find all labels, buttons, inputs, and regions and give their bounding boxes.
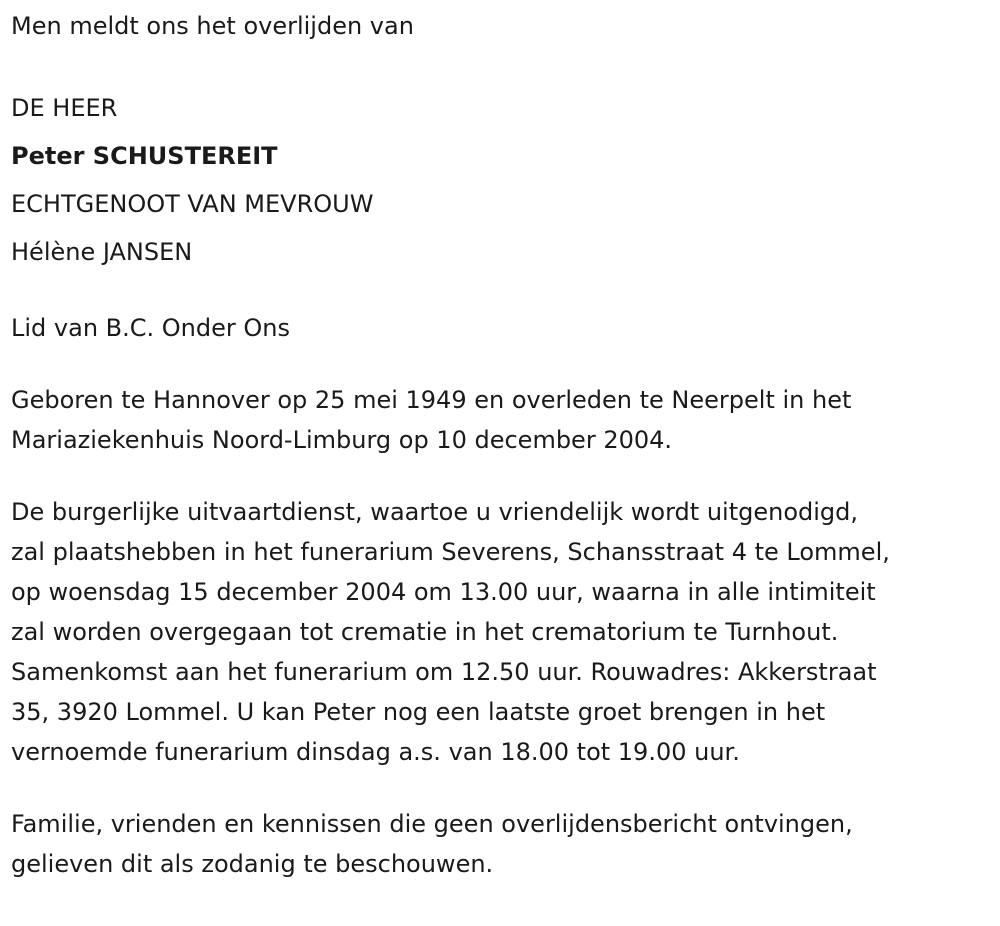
service-line: vernoemde funerarium dinsdag a.s. van 18.00 tot 19.00 uur. xyxy=(11,738,740,766)
closing-line: Familie, vrienden en kennissen die geen overlijdensbericht ontvingen, xyxy=(11,810,853,838)
service-line: Samenkomst aan het funerarium om 12.50 uur. Rouwadres: Akkerstraat xyxy=(11,658,877,686)
closing-paragraph xyxy=(11,804,991,884)
deceased-block xyxy=(11,84,991,276)
service-line: zal plaatshebben in het funerarium Severens, Schansstraat 4 te Lommel, xyxy=(11,538,890,566)
death-notice xyxy=(11,0,991,884)
intro-text: Men meldt ons het overlijden van xyxy=(11,12,414,40)
spouse-name: Hélène JANSEN xyxy=(11,238,193,266)
service-paragraph xyxy=(11,492,991,772)
service-line: 35, 3920 Lommel. U kan Peter nog een laatste groet brengen in het xyxy=(11,698,826,726)
relation-text: ECHTGENOOT VAN MEVROUW xyxy=(11,190,374,218)
salutation: DE HEER xyxy=(11,94,118,122)
birth-death-line: Geboren te Hannover op 25 mei 1949 en overleden te Neerpelt in het xyxy=(11,386,852,414)
birth-death-line: Mariaziekenhuis Noord-Limburg op 10 december 2004. xyxy=(11,426,673,454)
birth-death-paragraph xyxy=(11,380,991,460)
membership-text: Lid van B.C. Onder Ons xyxy=(11,314,290,342)
service-line: op woensdag 15 december 2004 om 13.00 uur, waarna in alle intimiteit xyxy=(11,578,876,606)
deceased-name: Peter SCHUSTEREIT xyxy=(11,142,278,170)
service-line: zal worden overgegaan tot crematie in het crematorium te Turnhout. xyxy=(11,618,839,646)
service-line: De burgerlijke uitvaartdienst, waartoe u vriendelijk wordt uitgenodigd, xyxy=(11,498,859,526)
closing-line: gelieven dit als zodanig te beschouwen. xyxy=(11,850,494,878)
